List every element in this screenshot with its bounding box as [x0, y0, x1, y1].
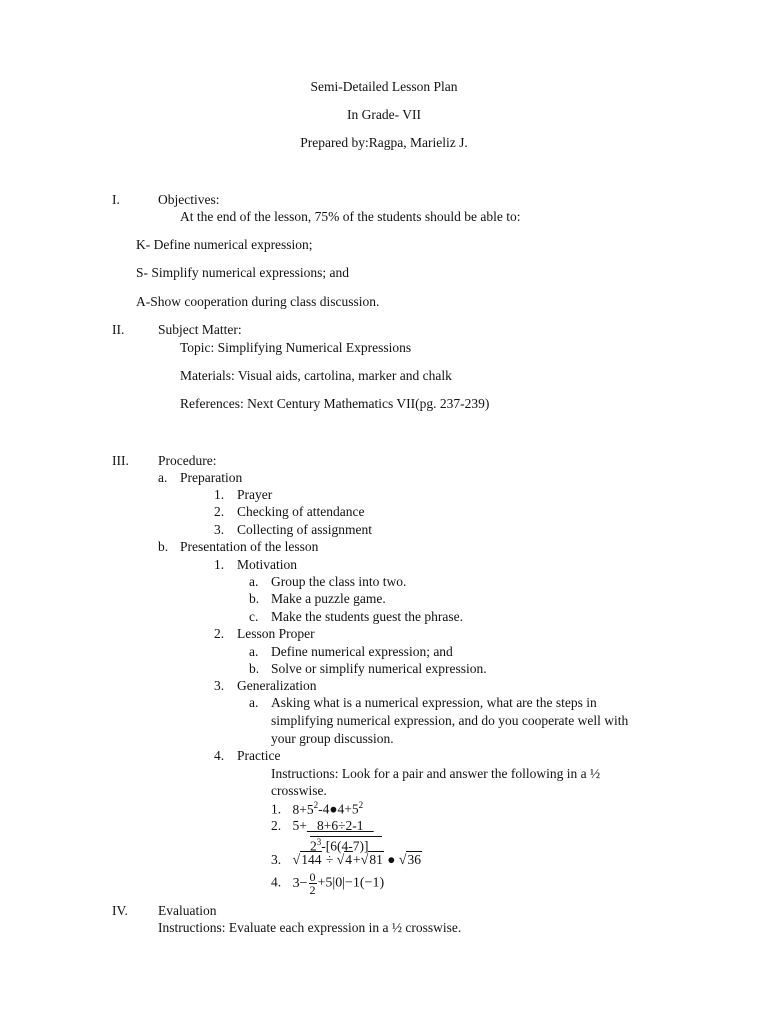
section-number-ii: II.: [112, 322, 125, 337]
expression-part: -4●4+5: [318, 801, 359, 817]
radicand: 4: [345, 852, 353, 867]
list-marker: a.: [249, 644, 259, 659]
list-marker: a.: [249, 574, 259, 589]
radical-icon: √: [398, 853, 407, 868]
lesson-proper-heading: Lesson Proper: [237, 626, 315, 641]
radicand: 144: [301, 852, 322, 867]
subject-references: References: Next Century Mathematics VII(pg. 237-239): [180, 396, 490, 411]
list-item-line: simplifying numerical expression, and do you cooperate well with: [271, 713, 629, 728]
list-item-line: your group discussion.: [271, 731, 394, 746]
expression-part: -[6(4-7)]: [321, 838, 369, 854]
document-title: Semi-Detailed Lesson Plan: [310, 79, 458, 94]
list-marker: b.: [249, 661, 260, 676]
list-marker: 3.: [214, 522, 225, 537]
prepared-by: Prepared by:Ragpa, Marieliz J.: [300, 135, 468, 150]
practice-item-4: [271, 871, 384, 896]
fraction-numerator: 8+6÷2-1: [306, 818, 374, 833]
list-marker: 4.: [271, 874, 282, 890]
list-item: Checking of attendance: [237, 504, 365, 519]
motivation-heading: Motivation: [237, 557, 297, 572]
procedure-heading: Procedure:: [158, 453, 217, 468]
exponent: 3: [316, 837, 322, 847]
expression-part: 3−: [292, 875, 308, 891]
subject-heading: Subject Matter:: [158, 322, 242, 337]
evaluation-heading: Evaluation: [158, 903, 217, 918]
section-number-i: I.: [112, 192, 120, 207]
list-marker: b.: [249, 591, 260, 606]
fraction: [309, 871, 317, 896]
expression-part: 5+: [292, 818, 307, 833]
expression-part: +5|0|−1(−1): [317, 875, 385, 891]
objective-k: K- Define numerical expression;: [136, 237, 313, 252]
practice-item-1: [271, 801, 363, 816]
fraction-denominator: 2: [309, 883, 316, 897]
objectives-heading: Objectives:: [158, 192, 220, 207]
list-marker: 1.: [214, 487, 225, 502]
list-item: Define numerical expression; and: [271, 644, 453, 659]
expression-part: 2: [310, 838, 317, 854]
generalization-heading: Generalization: [237, 678, 317, 693]
list-item: Make a puzzle game.: [271, 591, 386, 606]
list-marker: b.: [158, 539, 169, 554]
list-item: Group the class into two.: [271, 574, 407, 589]
practice-heading: Practice: [237, 748, 281, 763]
evaluation-instructions: Instructions: Evaluate each expression in a ½ crosswise.: [158, 920, 462, 935]
list-marker: 2.: [214, 504, 225, 519]
grade-line: In Grade- VII: [347, 107, 421, 122]
list-item-line: Asking what is a numerical expression, what are the steps in: [271, 695, 597, 710]
objective-a: A-Show cooperation during class discussion.: [136, 294, 380, 309]
operator: ÷: [325, 852, 334, 867]
list-marker: a.: [249, 695, 259, 710]
list-marker: 3.: [214, 678, 225, 693]
exponent: 2: [358, 800, 364, 810]
list-item: Solve or simplify numerical expression.: [271, 661, 487, 676]
presentation-heading: Presentation of the lesson: [180, 539, 319, 554]
list-marker: a.: [158, 470, 168, 485]
fraction-numerator: 0: [309, 870, 316, 884]
list-item: Prayer: [237, 487, 273, 502]
section-number-iii: III.: [112, 453, 129, 468]
subject-materials: Materials: Visual aids, cartolina, marker and chalk: [180, 368, 452, 383]
list-marker: 3.: [271, 852, 282, 867]
preparation-heading: Preparation: [180, 470, 243, 485]
list-marker: 4.: [214, 748, 225, 763]
operator: ●: [387, 852, 396, 867]
practice-item-3: [271, 853, 422, 868]
list-marker: 2.: [271, 818, 282, 833]
exponent: 2: [313, 800, 319, 810]
list-item: Collecting of assignment: [237, 522, 372, 537]
list-marker: 1.: [214, 557, 225, 572]
practice-item-2: [271, 819, 374, 833]
list-marker: c.: [249, 609, 259, 624]
subject-topic: Topic: Simplifying Numerical Expressions: [180, 340, 412, 355]
list-marker: 1.: [271, 801, 282, 817]
list-marker: 2.: [214, 626, 225, 641]
radical-icon: √: [292, 853, 301, 868]
section-number-iv: IV.: [112, 903, 128, 918]
radical-icon: √: [336, 853, 345, 868]
objective-s: S- Simplify numerical expressions; and: [136, 265, 349, 280]
radicand: 81: [369, 852, 383, 867]
expression-part: 8+5: [292, 801, 314, 817]
operator: +: [353, 852, 361, 867]
practice-instructions-cont: crosswise.: [271, 783, 327, 798]
practice-instructions: Instructions: Look for a pair and answer the following in a ½: [271, 766, 601, 781]
radical-icon: √: [360, 853, 369, 868]
objectives-intro: At the end of the lesson, 75% of the students should be able to:: [180, 209, 521, 224]
list-item: Make the students guest the phrase.: [271, 609, 463, 624]
radicand: 36: [407, 852, 421, 867]
